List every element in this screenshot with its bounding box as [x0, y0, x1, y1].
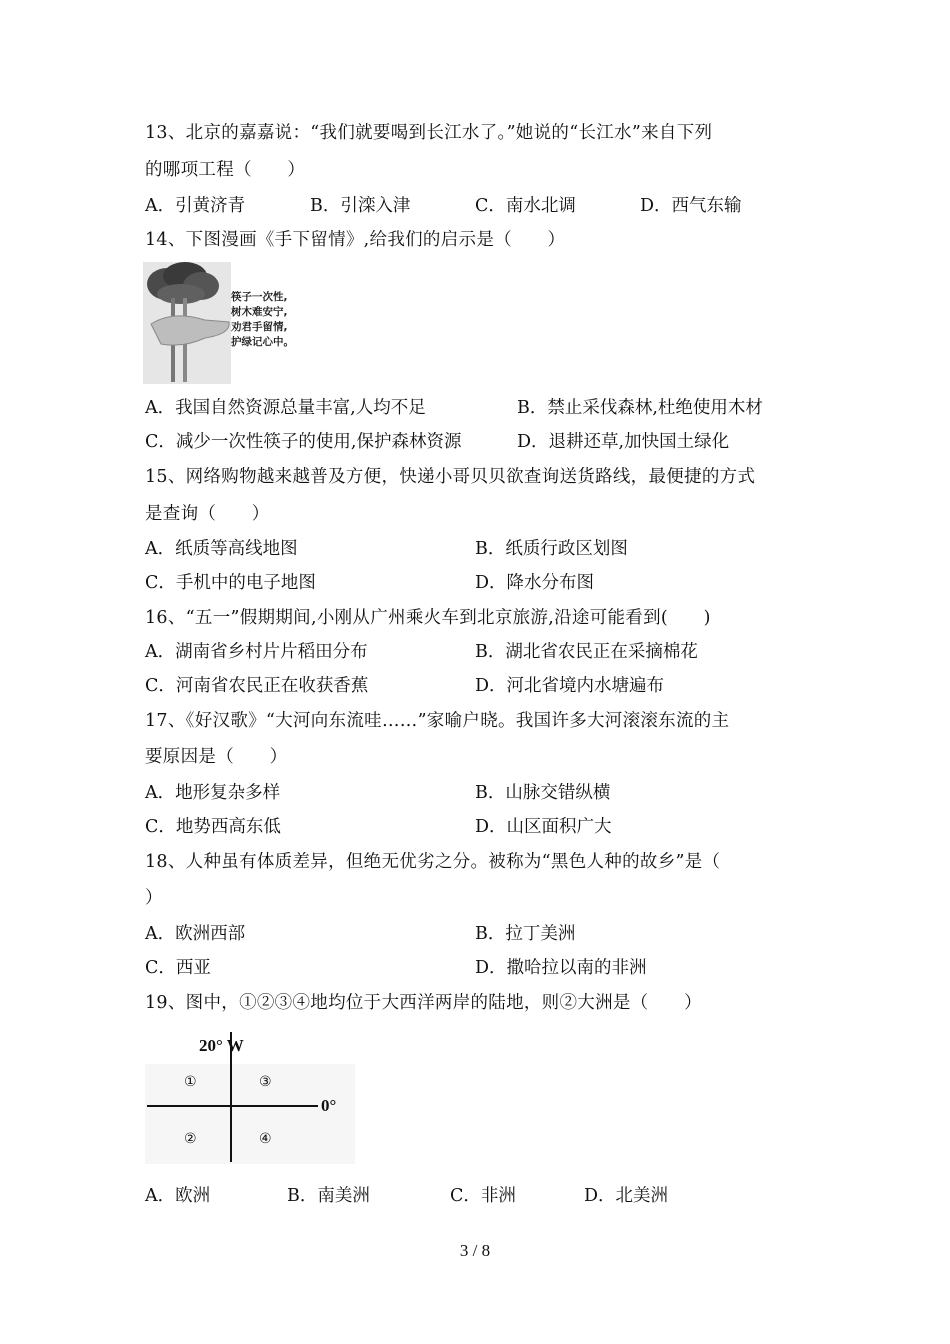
region-3-label: ③ [259, 1074, 272, 1090]
q13-stem-line2: 的哪项工程（ ） [145, 160, 306, 180]
q17-option-c: C．地势西高东低 [145, 817, 281, 837]
q19-option-d: D．北美洲 [584, 1186, 669, 1206]
region-4-label: ④ [259, 1131, 272, 1147]
cartoon-text-line3: 劝君手留情, [231, 321, 288, 333]
q17-option-b: B．山脉交错纵横 [475, 783, 611, 803]
q15-option-c: C．手机中的电子地图 [145, 573, 316, 593]
q17-option-a: A．地形复杂多样 [145, 783, 281, 803]
q18-stem-line1: 18、人种虽有体质差异，但绝无优劣之分。被称为“黑色人种的故乡”是（ [145, 852, 721, 872]
cartoon-text-line1: 筷子一次性, [231, 291, 288, 303]
q17-stem-line1: 17、《好汉歌》“大河向东流哇……”家喻户晓。我国许多大河滚滚东流的主 [145, 711, 730, 731]
page-number: 3 / 8 [459, 1241, 491, 1260]
q18-option-d: D．撒哈拉以南的非洲 [475, 958, 647, 978]
q18-option-c: C．西亚 [145, 958, 211, 978]
q19-option-c: C．非洲 [450, 1186, 516, 1206]
q15-option-a: A．纸质等高线地图 [145, 539, 298, 559]
q18-option-b: B．拉丁美洲 [475, 924, 576, 944]
atlantic-grid-figure [143, 1030, 363, 1165]
q13-option-c: C．南水北调 [475, 196, 576, 216]
longitude-label: 20° W [199, 1036, 244, 1055]
q18-stem-line2: ） [145, 888, 163, 908]
q15-stem-line1: 15、网络购物越来越普及方便，快递小哥贝贝欲查询送货路线，最便捷的方式 [145, 467, 756, 487]
q15-stem-line2: 是查询（ ） [145, 504, 270, 524]
q16-option-b: B．湖北省农民正在采摘棉花 [475, 642, 698, 662]
q16-option-d: D．河北省境内水塘遍布 [475, 676, 665, 696]
region-2-label: ② [184, 1131, 197, 1147]
q13-option-b: B．引滦入津 [310, 196, 411, 216]
equator-label: 0° [321, 1096, 337, 1115]
q19-option-a: A．欧洲 [145, 1186, 211, 1206]
q18-option-a: A．欧洲西部 [145, 924, 246, 944]
q13-option-a: A．引黄济青 [145, 196, 246, 216]
q14-option-d: D．退耕还草,加快国土绿化 [517, 432, 730, 452]
q15-option-d: D．降水分布图 [475, 573, 595, 593]
cartoon-text-line4: 护绿记心中。 [231, 336, 294, 348]
q15-option-b: B．纸质行政区划图 [475, 539, 628, 559]
q19-option-b: B．南美洲 [287, 1186, 370, 1206]
q14-option-b: B．禁止采伐森林,杜绝使用木材 [517, 398, 763, 418]
q13-option-d: D．西气东输 [640, 196, 742, 216]
q16-option-a: A．湖南省乡村片片稻田分布 [145, 642, 368, 662]
q14-option-c: C．减少一次性筷子的使用,保护森林资源 [145, 432, 462, 452]
q16-option-c: C．河南省农民正在收获香蕉 [145, 676, 369, 696]
cartoon-text-line2: 树木难安宁, [231, 306, 288, 318]
q13-stem-line1: 13、北京的嘉嘉说：“我们就要喝到长江水了。”她说的“长江水”来自下列 [145, 123, 713, 143]
q16-stem-line1: 16、“五一”假期期间,小刚从广州乘火车到北京旅游,沿途可能看到( ) [145, 608, 711, 628]
region-1-label: ① [184, 1074, 197, 1090]
q17-option-d: D．山区面积广大 [475, 817, 612, 837]
q14-stem-line1: 14、下图漫画《手下留情》,给我们的启示是（ ） [145, 230, 566, 250]
q14-option-a: A．我国自然资源总量丰富,人均不足 [145, 398, 426, 418]
q19-stem-line1: 19、图中，①②③④地均位于大西洋两岸的陆地，则②大洲是（ ） [145, 993, 702, 1013]
q17-stem-line2: 要原因是（ ） [145, 747, 288, 767]
chopsticks-cartoon [143, 262, 308, 384]
